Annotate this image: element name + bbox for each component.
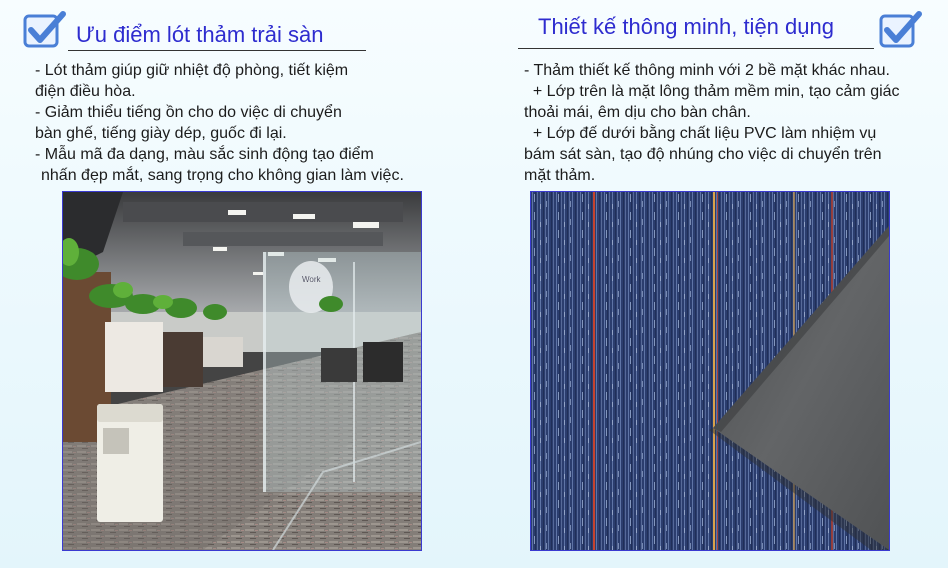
text-line: + Lớp đế dưới bằng chất liệu PVC làm nhiệm vụ [524,125,877,142]
text-line: - Giảm thiểu tiếng ồn cho do việc di chuyển [35,104,342,121]
text-line: điện điều hòa. [35,83,136,100]
left-heading-underline [68,50,366,51]
text-line: - Mẫu mã đa dạng, màu sắc sinh động tạo điểm [35,146,374,163]
checkbox-check-icon [878,10,922,50]
text-line: nhấn đẹp mắt, sang trọng cho không gian làm việc. [41,167,404,184]
text-line: mặt thảm. [524,167,596,184]
text-line: + Lớp trên là mặt lông thảm mềm min, tạo cảm giác [524,83,900,100]
photo-sign-text: Work [302,275,321,284]
checkbox-check-icon [22,10,66,50]
right-heading-underline [518,48,874,49]
text-line: - Lót thảm giúp giữ nhiệt độ phòng, tiết kiệm [35,62,349,79]
right-panel [474,0,948,568]
carpet-tile-photo [530,191,890,551]
text-line: - Thảm thiết kế thông minh với 2 bề mặt khác nhau. [524,62,890,79]
text-line: bàn ghế, tiếng giày dép, guốc đi lại. [35,125,287,142]
office-carpet-photo [62,191,422,551]
left-body-text [35,60,404,186]
text-line: thoải mái, êm dịu cho bàn chân. [524,104,751,121]
right-body-text [524,60,900,186]
left-heading: Ưu điểm lót thảm trải sàn [76,22,324,47]
right-heading: Thiết kế thông minh, tiện dụng [538,14,834,39]
text-line: bám sát sàn, tạo độ nhúng cho việc di chuyển trên [524,146,882,163]
